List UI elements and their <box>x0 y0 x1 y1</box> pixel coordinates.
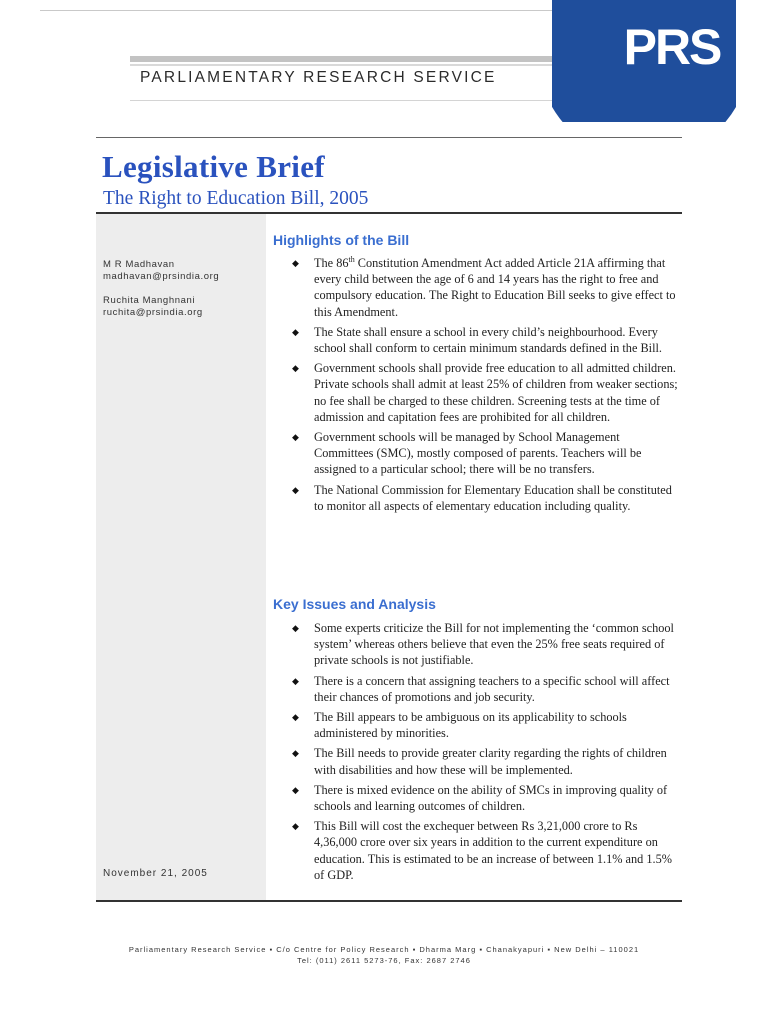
author-name: M R Madhavan <box>103 259 175 270</box>
prs-logo <box>552 0 736 122</box>
list-item-text: The 86 <box>314 256 349 270</box>
list-item-text: Government schools shall provide free education to all admitted children. Private schools shall admit at least 25% of children from weaker sections; no fee shall be charged to these children. Screening tests at the time of admission and capitation fees are prohibited for all children. <box>314 361 678 424</box>
list-item-text: The Bill needs to provide greater clarity regarding the rights of children with disabilities and how these will be implemented. <box>314 746 667 777</box>
list-item-text: The National Commission for Elementary Education shall be constituted to monitor all aspects of elementary education including quality. <box>314 482 672 513</box>
list-item <box>291 429 681 478</box>
list-item-text: The State shall ensure a school in every child’s neighbourhood. Every school shall conform to certain minimum standards defined in the Bill. <box>314 324 662 356</box>
highlights-heading: Highlights of the Bill <box>273 232 410 248</box>
footer-contact: Tel: (011) 2611 5273-76, Fax: 2687 2746 <box>297 956 471 965</box>
issues-heading: Key Issues and Analysis <box>273 596 436 612</box>
diamond-bullet-icon: ◆ <box>292 326 299 337</box>
diamond-bullet-icon: ◆ <box>292 484 299 495</box>
list-item <box>291 360 681 425</box>
document-title: Legislative Brief <box>102 149 325 184</box>
diamond-bullet-icon: ◆ <box>292 258 299 268</box>
author-name: Ruchita Manghnani <box>103 295 196 306</box>
document-subtitle: The Right to Education Bill, 2005 <box>103 188 369 209</box>
list-item-text: Government schools will be managed by School Management Committees (SMC), mostly composed of parents. Teachers will be assigned to a particular school; there will be no transfers. <box>314 430 642 477</box>
diamond-bullet-icon: ◆ <box>292 675 299 686</box>
list-item <box>291 620 681 669</box>
author-email[interactable]: ruchita@prsindia.org <box>103 307 203 318</box>
issues-list <box>291 620 681 887</box>
diamond-bullet-icon: ◆ <box>292 748 299 759</box>
diamond-bullet-icon: ◆ <box>292 712 299 723</box>
footer-address: Parliamentary Research Service ▪ C/o Centre for Policy Research ▪ Dharma Marg ▪ Chanakyapuri ▪ New Delhi – 110021 <box>128 945 640 954</box>
logo-text: PRS <box>623 19 721 75</box>
list-item-text: Constitution Amendment Act added Article 21A affirming that every child between the age of 6 and 14 years has the right to free and compulsory education. The Right to Education Bill seeks to give effect to this Amendment. <box>314 256 676 319</box>
list-item <box>291 709 681 741</box>
list-item-text: There is mixed evidence on the ability of SMCs in improving quality of schools and learning outcomes of children. <box>314 782 668 814</box>
list-item <box>291 324 681 356</box>
list-item-text: The Bill appears to be ambiguous on its applicability to schools administered by minorities. <box>314 710 627 741</box>
list-item-text: Some experts criticize the Bill for not implementing the ‘common school system’ whereas others believe that even the 25% free seats required of private schools is not justifiable. <box>314 621 674 668</box>
list-item <box>291 745 681 777</box>
list-item <box>291 818 681 883</box>
author-email[interactable]: madhavan@prsindia.org <box>103 271 220 282</box>
org-name: PARLIAMENTARY RESEARCH SERVICE <box>140 69 497 86</box>
list-item-text: There is a concern that assigning teachers to a specific school will affect their chances of promotions and job security. <box>314 673 670 704</box>
list-item <box>291 482 681 514</box>
bottom-rule <box>96 900 682 902</box>
list-item <box>291 673 681 705</box>
list-item <box>291 782 681 814</box>
highlights-list <box>291 255 681 518</box>
title-rule <box>96 137 682 138</box>
superscript: th <box>348 254 355 264</box>
list-item-text: This Bill will cost the exchequer between Rs 3,21,000 crore to Rs 4,36,000 crore over six years in addition to the current expenditure on education. This is estimated to be an increase of between 1.1% and 1.5% of GDP. <box>314 819 672 882</box>
diamond-bullet-icon: ◆ <box>292 363 299 374</box>
publication-date: November 21, 2005 <box>103 868 208 879</box>
diamond-bullet-icon: ◆ <box>292 784 299 795</box>
diamond-bullet-icon: ◆ <box>292 432 299 443</box>
list-item <box>291 255 681 320</box>
diamond-bullet-icon: ◆ <box>292 623 299 633</box>
diamond-bullet-icon: ◆ <box>292 821 299 832</box>
